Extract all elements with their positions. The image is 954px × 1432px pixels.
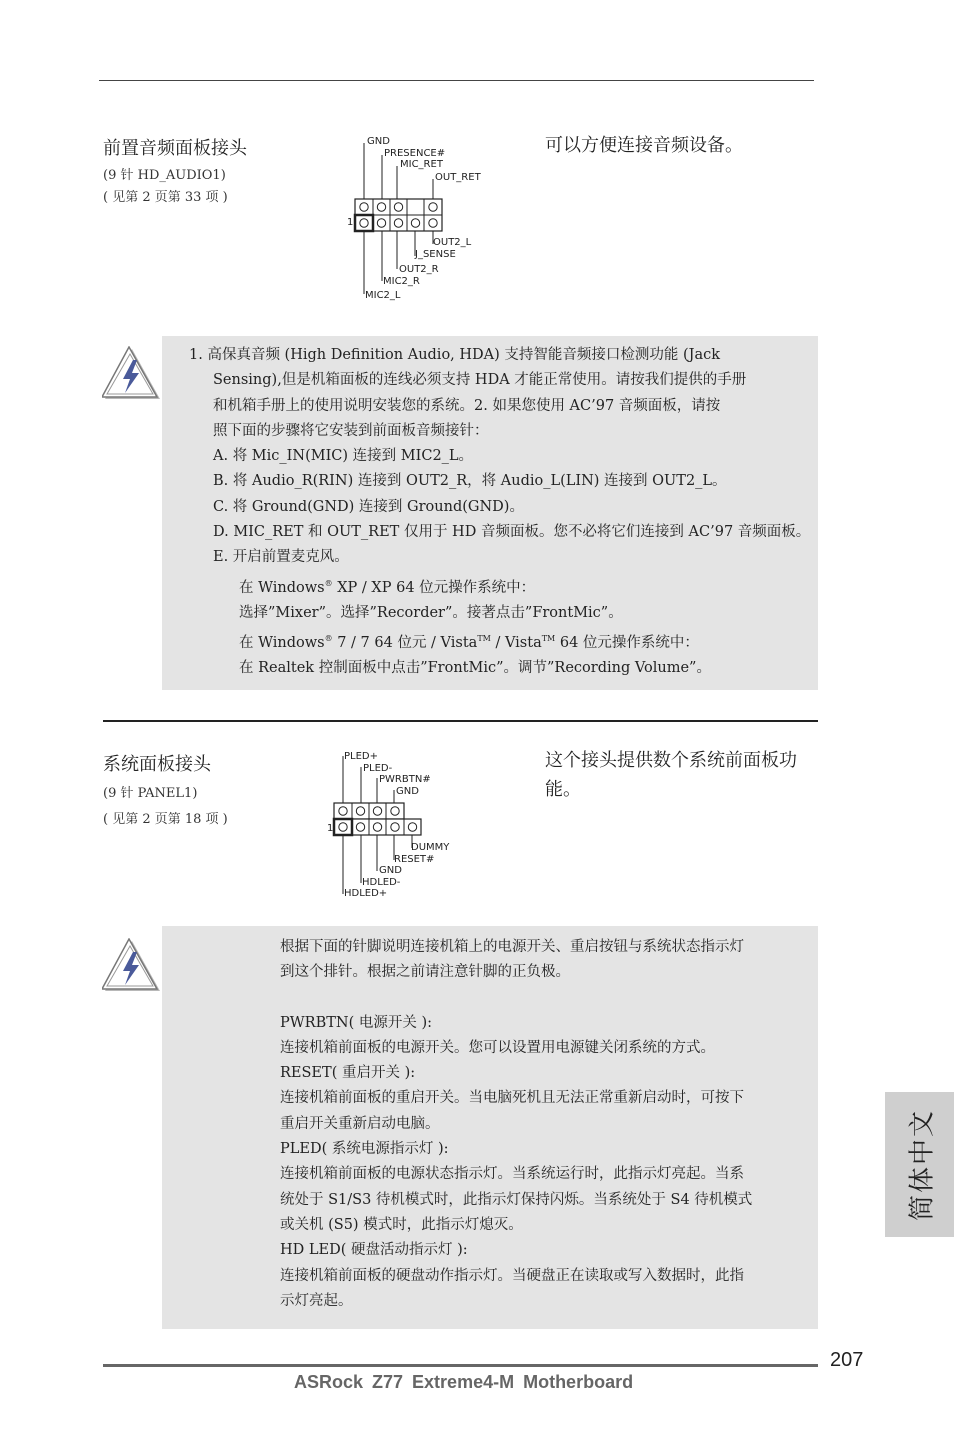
audio-note-line-3: 和机箱手册上的使用说明安装您的系统。2. 如果您使用 AC’97 音频面板，请按	[213, 397, 721, 414]
audio-label-mic2-r: MIC2_R	[383, 276, 420, 287]
language-side-tab-label: 简体中文	[907, 1108, 937, 1221]
audio-note-step-c: C. 将 Ground(GND) 连接到 Ground(GND)。	[213, 498, 524, 515]
audio-note-step-d: D. MIC_RET 和 OUT_RET 仅用于 HD 音频面板。您不必将它们连接到 AC’97 音频面板。	[213, 524, 811, 541]
audio-label-gnd: GND	[367, 136, 390, 147]
audio-label-j-sense: J_SENSE	[415, 249, 456, 260]
footer-rule	[103, 1364, 818, 1367]
panel-label-dummy: DUMMY	[411, 842, 450, 853]
panel-header-desc: 这个接头提供数个系统前面板功能。	[545, 750, 797, 800]
audio-label-mic2-l: MIC2_L	[365, 290, 401, 301]
panel-label-pled-minus: PLED-	[363, 763, 393, 774]
panel-note-pled-heading: PLED( 系统电源指示灯 ):	[280, 1141, 449, 1158]
audio-note-realtek-steps: 在 Realtek 控制面板中点击”FrontMic”。调节”Recording Volume”。	[239, 660, 711, 677]
language-side-tab	[885, 1092, 954, 1237]
panel-note-intro-1: 根据下面的针脚说明连接机箱上的电源开关、重启按钮与系统状态指示灯	[280, 939, 744, 955]
audio-pin-one: 1	[347, 217, 354, 228]
panel-note-reset-desc-1: 连接机箱前面板的重启开关。当电脑死机且无法正常重新启动时，可按下	[280, 1090, 744, 1107]
panel-note-intro-2: 到这个排针。根据之前请注意针脚的正负极。	[280, 964, 570, 981]
panel-label-hdled-plus: HDLED+	[344, 888, 388, 898]
audio-label-out2-r: OUT2_R	[399, 264, 439, 275]
panel-note-pled-desc-1: 连接机箱前面板的电源状态指示灯。当系统运行时，此指示灯亮起。当系	[280, 1166, 744, 1183]
panel-note-pwrbtn-desc: 连接机箱前面板的电源开关。您可以设置用电源键关闭系统的方式。	[280, 1039, 715, 1056]
warning-lightning-icon	[102, 938, 164, 996]
warning-lightning-icon	[102, 346, 164, 404]
audio-connector-diagram	[340, 132, 490, 304]
panel-label-pwrbtn: PWRBTN#	[379, 774, 431, 785]
panel-label-hdled-minus: HDLED-	[362, 877, 401, 888]
panel-note-reset-heading: RESET( 重启开关 ):	[280, 1065, 416, 1082]
audio-header-pins: (9 针 HD_AUDIO1)	[103, 168, 226, 183]
panel-note-pled-desc-3: 或关机 (S5) 模式时，此指示灯熄灭。	[280, 1216, 523, 1233]
panel-label-reset: RESET#	[394, 854, 435, 865]
panel-note-pwrbtn-heading: PWRBTN( 电源开关 ):	[280, 1014, 433, 1031]
panel-connector-diagram	[324, 748, 464, 898]
audio-note-step-e: E. 开启前置麦克风。	[213, 549, 349, 566]
top-rule	[99, 80, 814, 81]
audio-note-line-2: Sensing),但是机箱面板的连线必须支持 HDA 才能正常使用。请按我们提供的手册	[213, 372, 747, 389]
panel-header-pins: (9 针 PANEL1)	[103, 786, 198, 801]
panel-note-hdled-heading: HD LED( 硬盘活动指示灯 ):	[280, 1242, 468, 1259]
panel-label-gnd-bottom: GND	[379, 865, 402, 876]
audio-header-title: 前置音频面板接头	[103, 138, 247, 159]
panel-note-reset-desc-2: 重启开关重新启动电脑。	[280, 1115, 440, 1132]
audio-label-presence: PRESENCE#	[384, 148, 446, 159]
page-number: 207	[830, 1349, 864, 1371]
panel-note-hdled-desc-2: 示灯亮起。	[280, 1292, 353, 1309]
audio-note-xp-steps: 选择”Mixer”。选择”Recorder”。接著点击”FrontMic”。	[239, 604, 623, 621]
panel-header-title: 系统面板接头	[103, 754, 211, 775]
audio-note-xp-line: 在 Windows® XP / XP 64 位元操作系统中：	[239, 578, 536, 596]
audio-label-mic-ret: MIC_RET	[400, 159, 443, 170]
panel-pin-one: 1	[327, 823, 334, 834]
audio-note-text	[189, 343, 810, 682]
middle-rule	[103, 720, 818, 722]
footer-title: ASRock Z77 Extreme4-M Motherboard	[294, 1372, 634, 1392]
audio-note-line-1: 1. 高保真音频 (High Definition Audio, HDA) 支持智能音频接口检测功能 (Jack	[189, 347, 721, 363]
audio-label-out-ret: OUT_RET	[435, 172, 481, 183]
panel-label-pled-plus: PLED+	[344, 751, 378, 762]
audio-label-out2-l: OUT2_L	[433, 237, 472, 248]
audio-header-ref: ( 见第 2 页第 33 项 )	[103, 190, 228, 205]
audio-note-line-4: 照下面的步骤将它安装到前面板音频接针：	[213, 422, 489, 439]
audio-note-win7-line: 在 Windows® 7 / 7 64 位元 / Vista™ / Vista™ 64 位元操作系统中：	[239, 634, 699, 651]
audio-note-step-b: B. 将 Audio_R(RIN) 连接到 OUT2_R，将 Audio_L(LIN) 连接到 OUT2_L。	[213, 473, 727, 490]
panel-note-hdled-desc-1: 连接机箱前面板的硬盘动作指示灯。当硬盘正在读取或写入数据时，此指	[280, 1267, 744, 1284]
audio-note-step-a: A. 将 Mic_IN(MIC) 连接到 MIC2_L。	[213, 448, 474, 465]
panel-note-pled-desc-2: 统处于 S1/S3 待机模式时，此指示灯保持闪烁。当系统处于 S4 待机模式	[280, 1191, 753, 1208]
audio-header-desc: 可以方便连接音频设备。	[545, 135, 743, 156]
panel-header-ref: ( 见第 2 页第 18 项 )	[103, 812, 228, 827]
panel-label-gnd-top: GND	[396, 786, 419, 797]
panel-note-text	[280, 935, 752, 1314]
